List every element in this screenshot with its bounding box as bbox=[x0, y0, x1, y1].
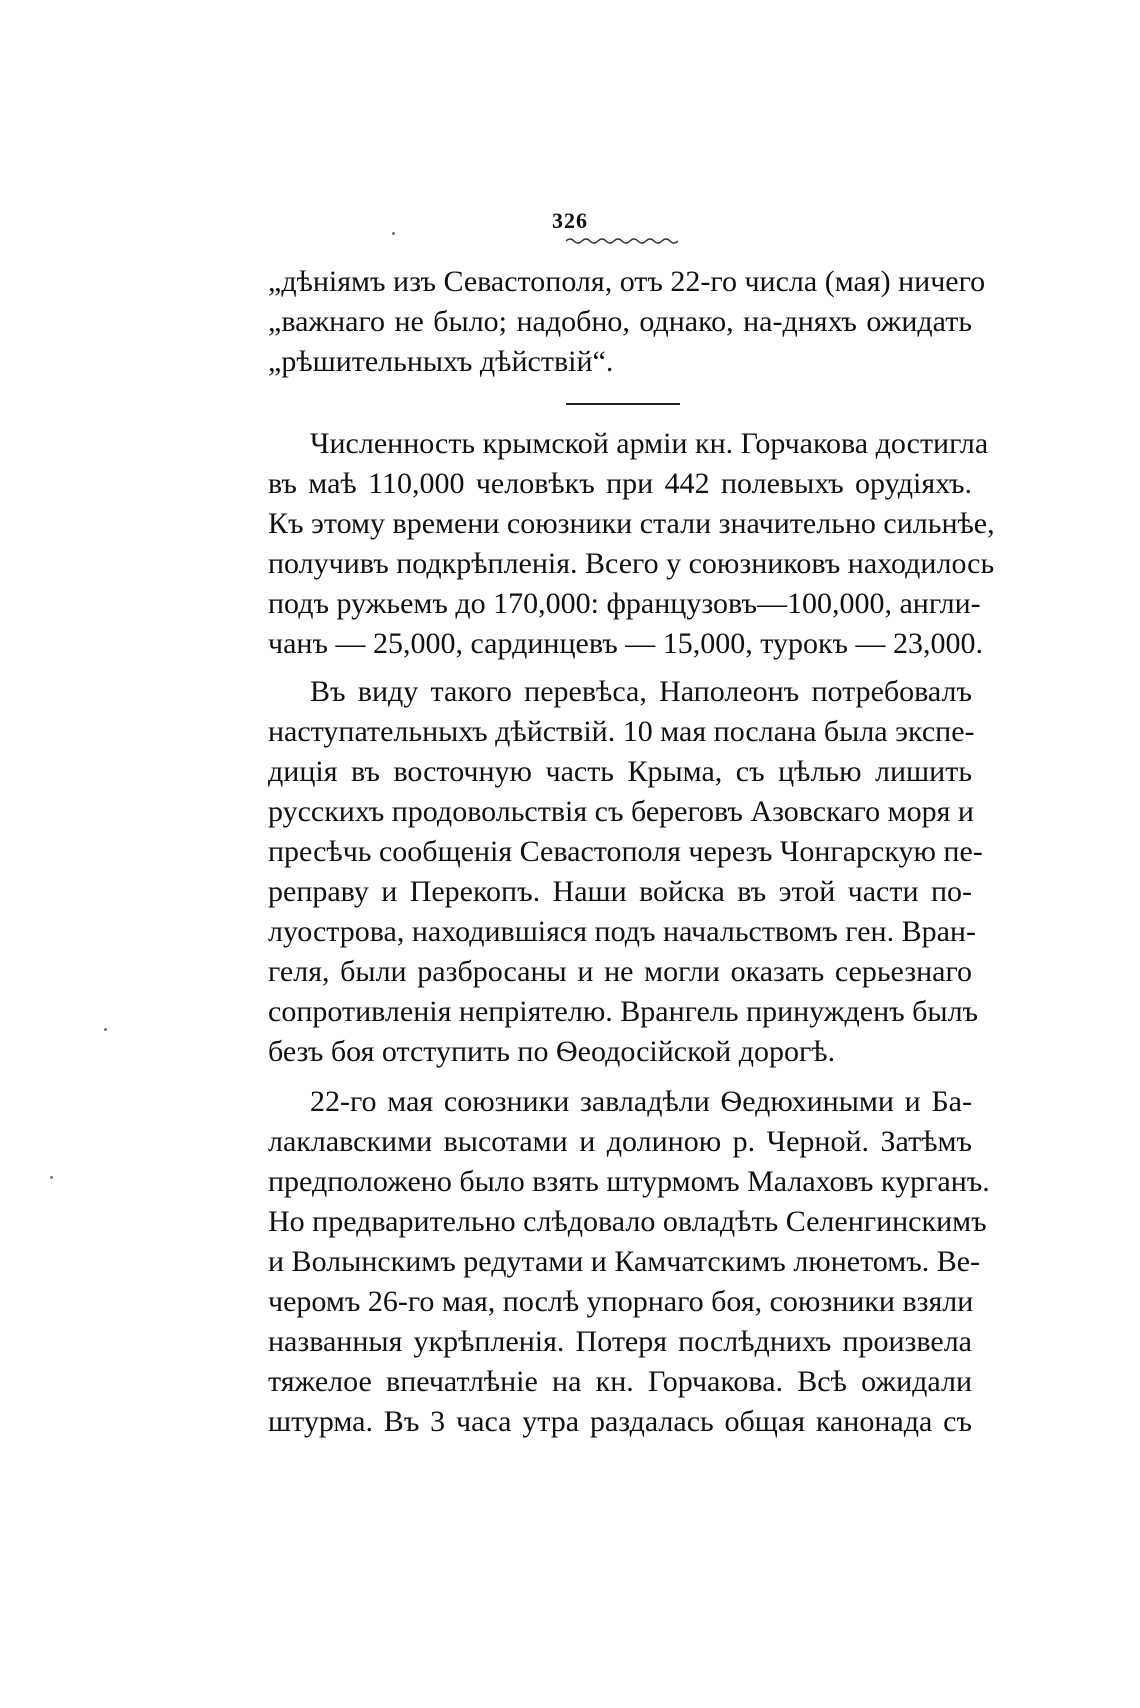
scan-speck bbox=[392, 232, 395, 235]
text-line: „важнаго не было; надобно, однако, на-дняхъ ожидать bbox=[268, 305, 972, 338]
text-line: подъ ружьемъ до 170,000: французовъ—100,000, англи- bbox=[268, 587, 981, 620]
quote-block bbox=[268, 262, 986, 382]
wavy-rule bbox=[566, 236, 682, 246]
text-line: реправу и Перекопъ. Наши войска въ этой части по- bbox=[268, 875, 972, 908]
page-number: 326 bbox=[552, 208, 588, 233]
text-line: 22-го мая союзники завладѣли Ѳедюхиными и Ба- bbox=[310, 1085, 972, 1118]
text-line: и Волынскимъ редутами и Камчатскимъ люнетомъ. Ве- bbox=[268, 1245, 981, 1278]
text-line: въ маѣ 110,000 человѣкъ при 442 полевыхъ орудіяхъ. bbox=[268, 467, 972, 500]
scan-speck bbox=[104, 1028, 107, 1031]
text-line: предположено было взять штурмомъ Малаховъ курганъ. bbox=[268, 1165, 990, 1198]
text-line: чанъ — 25,000, сардинцевъ — 15,000, турокъ — 23,000. bbox=[268, 627, 984, 660]
paragraph-2 bbox=[268, 672, 983, 1072]
text-line: Въ виду такого перевѣса, Наполеонъ потребовалъ bbox=[310, 675, 972, 708]
text-line: диція въ восточную часть Крыма, съ цѣлью лишить bbox=[268, 755, 972, 788]
text-line: сопротивленія непріятелю. Врангель принужденъ былъ bbox=[268, 995, 979, 1028]
text-line: наступательныхъ дѣйствій. 10 мая послана была экспе- bbox=[268, 715, 975, 748]
text-line: черомъ 26-го мая, послѣ упорнаго боя, союзники взяли bbox=[268, 1285, 974, 1318]
text-line: пресѣчь сообщенія Севастополя черезъ Чонгарскую пе- bbox=[268, 835, 983, 868]
text-line: названныя укрѣпленія. Потеря послѣднихъ произвела bbox=[268, 1325, 972, 1358]
paragraph-1 bbox=[268, 424, 995, 664]
text-line: безъ боя отступить по Ѳеодосійской дорогѣ. bbox=[268, 1035, 836, 1068]
text-line: луострова, находившіяся подъ начальствомъ ген. Вран- bbox=[268, 915, 976, 948]
scan-speck bbox=[50, 1176, 53, 1179]
text-line: Къ этому времени союзники стали значительно сильнѣе, bbox=[268, 507, 995, 540]
text-line: тяжелое впечатлѣніе на кн. Горчакова. Всѣ ожидали bbox=[268, 1365, 972, 1398]
text-line: Численность крымской арміи кн. Горчакова достигла bbox=[310, 427, 989, 460]
text-line: русскихъ продовольствія съ береговъ Азовскаго моря и bbox=[268, 795, 974, 828]
text-line: штурма. Въ 3 часа утра раздалась общая канонада съ bbox=[268, 1405, 972, 1438]
text-line: геля, были разбросаны и не могли оказать серьезнаго bbox=[268, 955, 972, 988]
text-line: Но предварительно слѣдовало овладѣть Селенгинскимъ bbox=[268, 1205, 987, 1238]
paragraph-3 bbox=[268, 1082, 990, 1442]
text-line: „дѣніямъ изъ Севастополя, отъ 22-го числа (мая) ничего bbox=[268, 265, 986, 298]
text-line: получивъ подкрѣпленія. Всего у союзниковъ находилось bbox=[268, 547, 995, 580]
text-line: лаклавскими высотами и долиною р. Черной. Затѣмъ bbox=[268, 1125, 972, 1158]
text-line: „рѣшительныхъ дѣйствій“. bbox=[268, 345, 614, 378]
section-divider bbox=[566, 403, 680, 405]
